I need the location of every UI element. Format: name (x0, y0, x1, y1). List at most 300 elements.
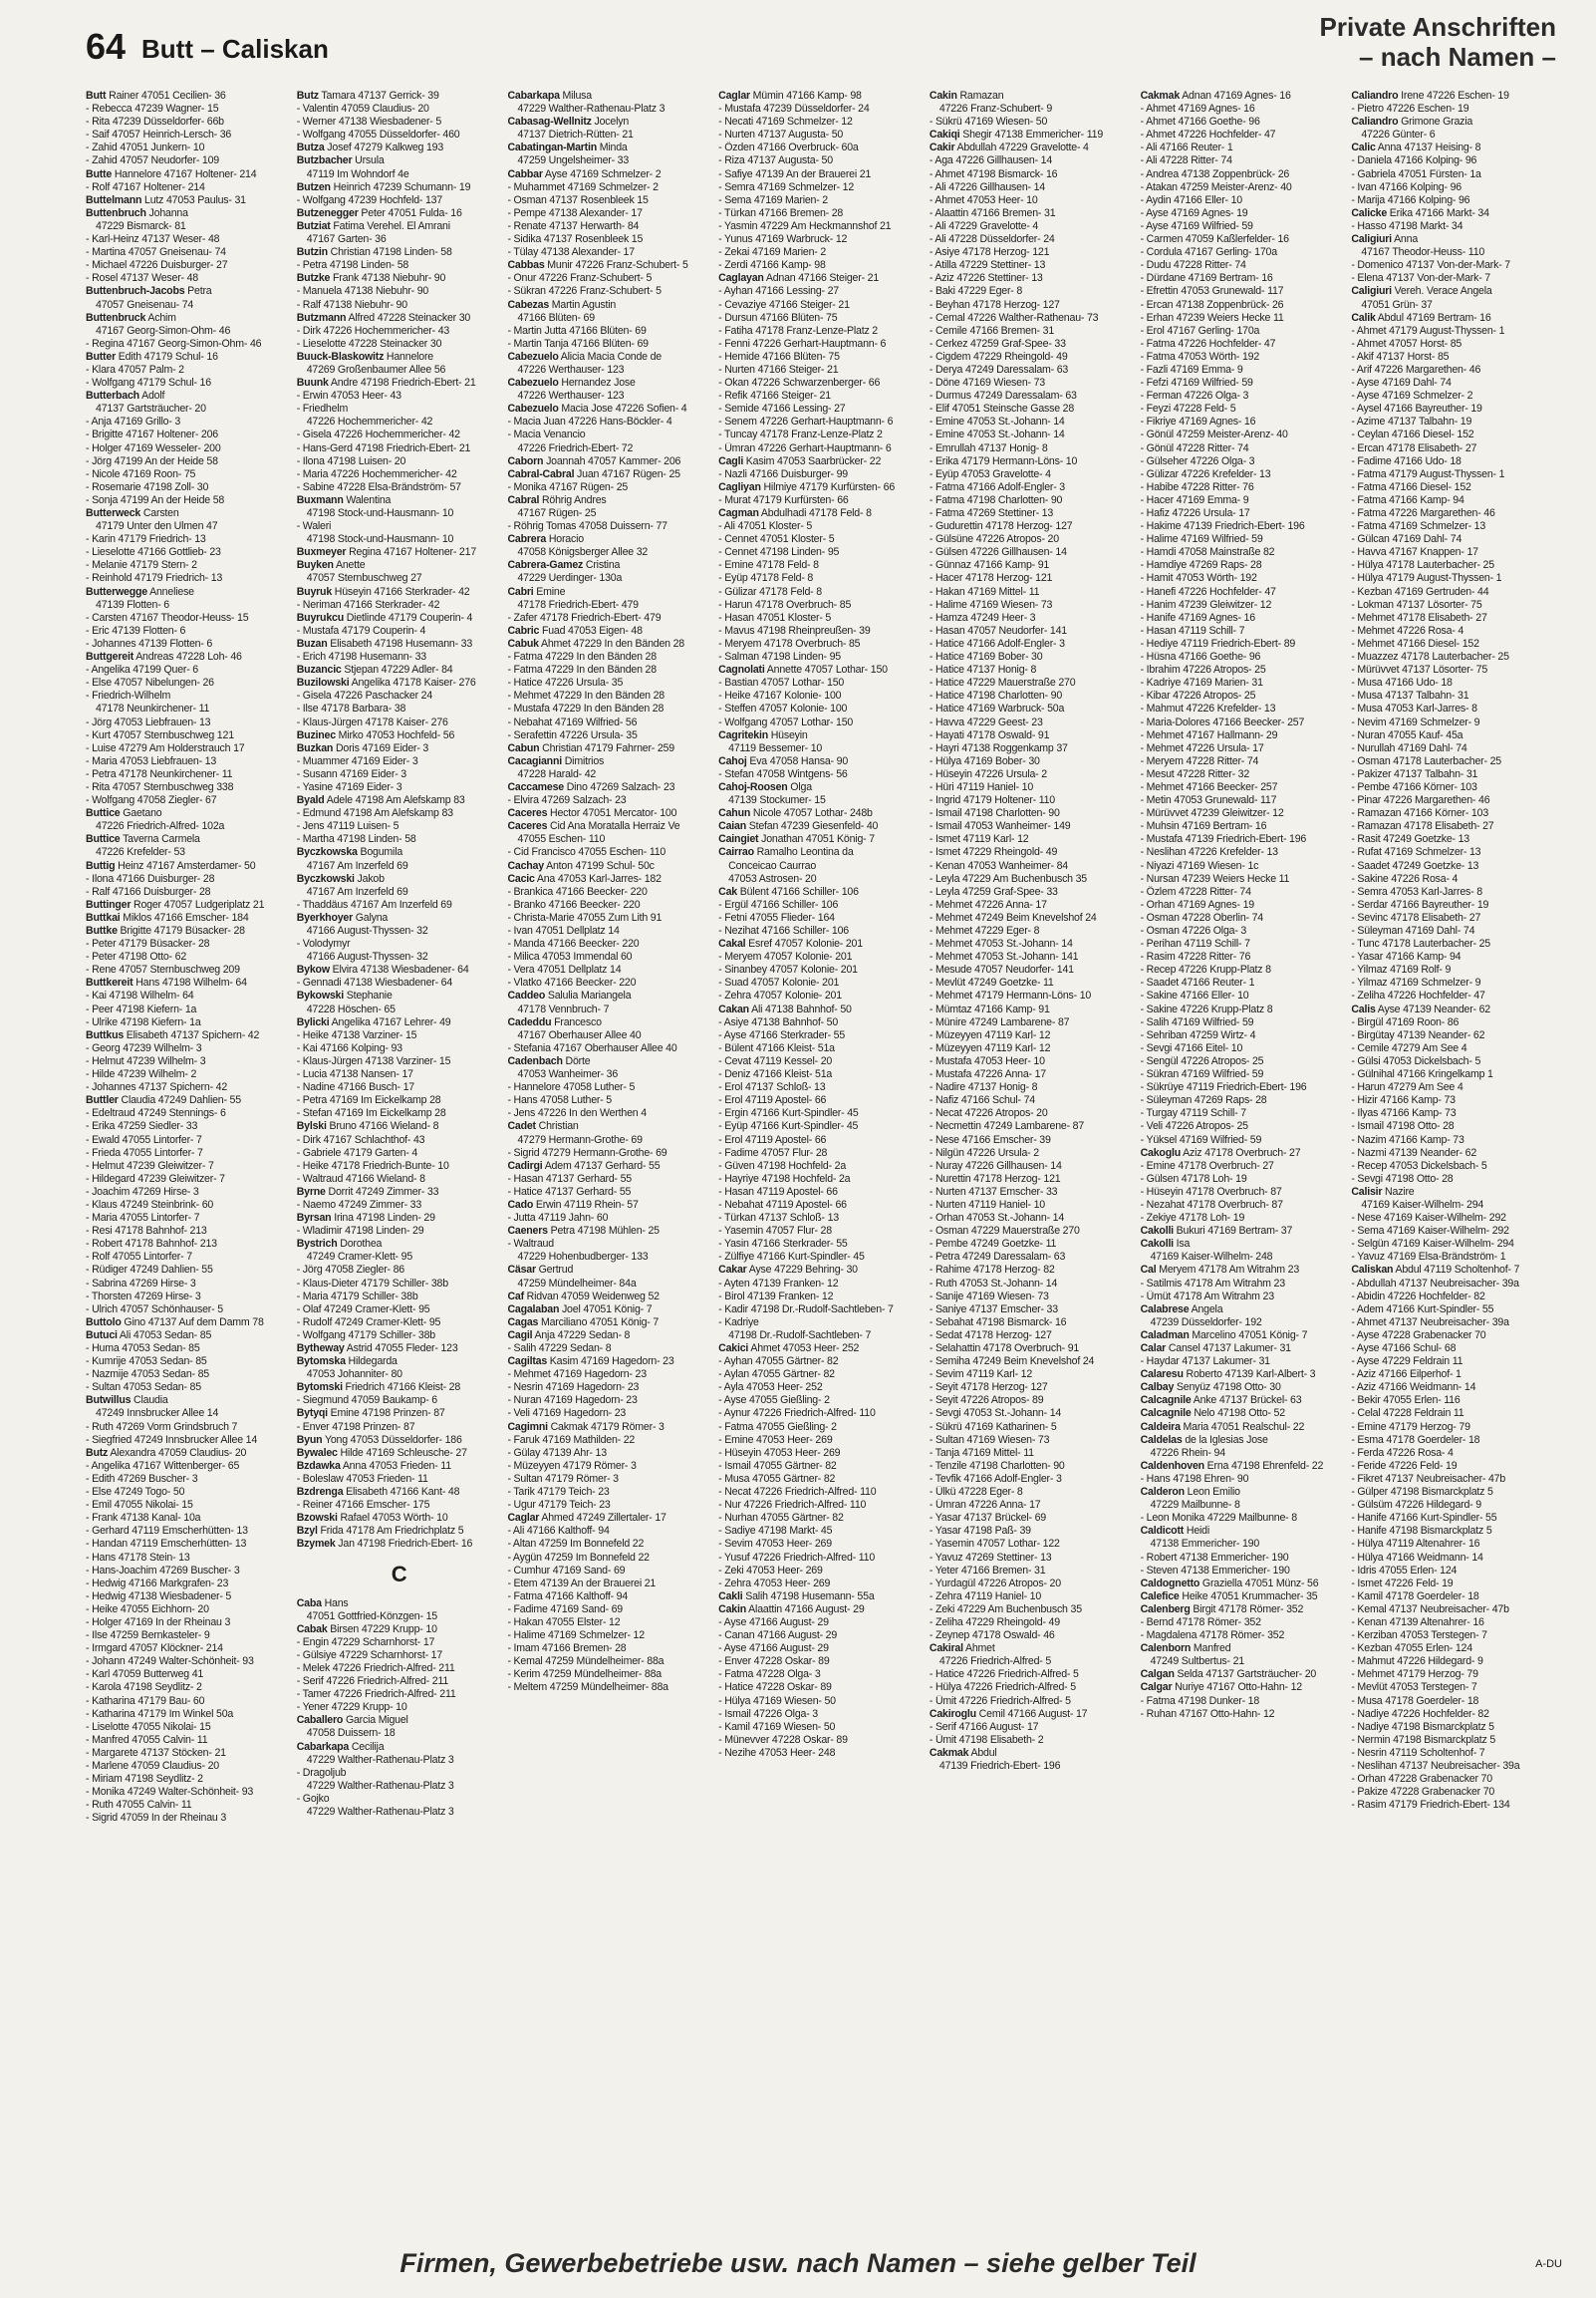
listing-entry: - Cigdem 47229 Rheingold- 49 (929, 350, 1068, 363)
listing-entry: - Wolfgang 47179 Schul- 16 (86, 377, 211, 390)
listing-entry: Caldeira Maria 47051 Realschul- 22 (1140, 1420, 1305, 1433)
surname: Cakan (718, 1003, 749, 1015)
listing-entry: - Hayriye 47198 Hochfeld- 2a (718, 1172, 851, 1185)
listing-entry: - Naemo 47249 Zimmer- 33 (296, 1198, 422, 1211)
listing-entry: Calenberg Birgit 47178 Römer- 352 (1140, 1602, 1304, 1615)
listing-entry: Buunk Andre 47198 Friedrich-Ebert- 21 (296, 377, 476, 390)
surname: Buttice (86, 833, 121, 846)
listing-entry: - Seyit 47226 Atropos- 89 (929, 1394, 1044, 1407)
listing-entry: - Hüseyin 47053 Heer- 269 (718, 1446, 841, 1459)
listing-entry: - Sevgi 47166 Eitel- 10 (1140, 1041, 1243, 1054)
listing-entry: - Mustafa 47239 Düsseldorfer- 24 (718, 103, 870, 116)
listing-entry: 47229 Walther-Rathenau-Platz 3 (517, 103, 665, 116)
listing-entry: - Ilse 47178 Barbara- 38 (296, 703, 406, 716)
surname: Calic (1351, 142, 1376, 154)
listing-entry: - Hatice 47228 Oskar- 89 (718, 1681, 832, 1694)
listing-entry: - Peter 47179 Büsacker- 28 (86, 938, 210, 951)
listing-column-2 (297, 90, 502, 2237)
listing-entry: - Bastian 47057 Lothar- 150 (718, 677, 845, 690)
listing-entry: Buttke Brigitte 47179 Büsacker- 28 (86, 925, 245, 937)
listing-entry: - Deniz 47166 Kleist- 51a (718, 1068, 833, 1081)
listing-entry: - Ferman 47226 Olga- 3 (1140, 390, 1249, 403)
listing-entry: - Hakan 47055 Elster- 12 (507, 1615, 621, 1628)
listing-entry: - Habibe 47228 Ritter- 76 (1140, 480, 1254, 493)
surname: Cabarkapa (507, 90, 560, 102)
listing-entry: - Röhrig Tomas 47058 Duissern- 77 (507, 520, 667, 533)
listing-entry: - Ulrike 47198 Kiefern- 1a (86, 1015, 201, 1028)
listing-entry: Butzmann Alfred 47228 Steinacker 30 (296, 311, 471, 324)
listing-entry: - Joachim 47269 Hirse- 3 (86, 1185, 199, 1198)
surname: Cadirgi (507, 1159, 543, 1172)
listing-entry: - Gojko (296, 1792, 330, 1805)
listing-entry: - Irmgard 47057 Klöckner- 214 (86, 1642, 223, 1655)
listing-entry: Bywalec Hilde 47169 Schleusche- 27 (296, 1446, 467, 1459)
surname: Caldelas (1140, 1433, 1183, 1446)
listing-entry: - Altan 47259 Im Bonnefeld 22 (507, 1538, 645, 1551)
listing-entry: - Sultan 47169 Wiesen- 73 (929, 1433, 1050, 1446)
listing-entry: - Katharina 47179 Im Winkel 50a (86, 1707, 234, 1720)
surname: Cakin (718, 1602, 747, 1615)
listing-entry: - Marija 47166 Kolping- 96 (1351, 193, 1470, 206)
listing-entry: Buttelmann Lutz 47053 Paulus- 31 (86, 193, 246, 206)
surname: Cabbar (507, 167, 543, 180)
listing-entry: - Aysel 47166 Bayreuther- 19 (1351, 403, 1482, 416)
listing-entry: - Erol 47137 Schloß- 13 (718, 1081, 826, 1094)
listing-entry: Buttenbruch-Jacobs Petra (86, 285, 212, 298)
listing-entry: Byczkowska Bogumila (296, 846, 403, 859)
surname: Cakli (718, 1589, 743, 1602)
listing-entry: - Maria 47226 Hochemmericher- 42 (296, 467, 457, 480)
surname: Butz (86, 1446, 109, 1459)
listing-entry: Cabak Birsen 47229 Krupp- 10 (296, 1622, 437, 1635)
surname: Calgan (1140, 1668, 1175, 1681)
listing-entry: - Ayse 47166 Sterkrader- 55 (718, 1028, 846, 1041)
listing-entry: - Fetni 47055 Flieder- 164 (718, 911, 835, 924)
listing-entry: Cabezuelo Hernandez Jose (507, 377, 636, 390)
listing-entry: - Mehmet 47169 Hagedorn- 23 (507, 1368, 647, 1381)
listing-entry: - Ingrid 47179 Holtener- 110 (929, 794, 1055, 807)
listing-entry: - Fatma 47229 In den Bänden 28 (507, 651, 657, 664)
listing-entry: Cakmak Abdul (929, 1746, 997, 1759)
surname: Butzmann (296, 311, 347, 324)
listing-entry: - Ceylan 47166 Diesel- 152 (1351, 429, 1474, 441)
listing-entry: - Ayse 47166 August- 29 (718, 1642, 829, 1655)
listing-entry: - Heike 47138 Varziner- 15 (296, 1028, 417, 1041)
listing-entry: Cagliyan Hilmiye 47179 Kurfürsten- 66 (718, 480, 896, 493)
listing-entry: - Nadiye 47198 Bismarckplatz 5 (1351, 1720, 1494, 1733)
listing-entry: - Kezban 47169 Gertruden- 44 (1351, 585, 1489, 598)
listing-entry: - Yilmaz 47169 Rolf- 9 (1351, 964, 1452, 977)
listing-entry: - Gülsi 47053 Dickelsbach- 5 (1351, 1054, 1481, 1067)
listing-entry: Calar Cansel 47137 Lakumer- 31 (1140, 1342, 1291, 1354)
listing-entry: - Cemile 47279 Am See 4 (1351, 1041, 1467, 1054)
listing-entry: - Cordula 47167 Gerling- 170a (1140, 246, 1277, 259)
listing-entry: - Fatma 47226 Margarethen- 46 (1351, 507, 1495, 519)
listing-entry: - Wolfgang 47057 Lothar- 150 (718, 716, 854, 728)
listing-entry: - Stefania 47167 Oberhauser Allee 40 (507, 1041, 677, 1054)
listing-entry: 47055 Eschen- 110 (517, 833, 606, 846)
listing-entry: 47229 Walther-Rathenau-Platz 3 (306, 1753, 454, 1766)
listing-entry: - Monika 47249 Walter-Schönheit- 93 (86, 1786, 254, 1799)
listing-entry: - Rüdiger 47249 Dahlien- 55 (86, 1264, 213, 1277)
listing-entry: - Bekir 47055 Erlen- 116 (1351, 1394, 1461, 1407)
listing-entry: - Ali 47166 Kalthoff- 94 (507, 1525, 610, 1538)
listing-entry: Cahoj Eva 47058 Hansa- 90 (718, 754, 849, 767)
listing-entry: Cabri Emine (507, 585, 566, 598)
listing-entry: - Okan 47226 Schwarzenberger- 66 (718, 377, 881, 390)
listing-entry: - Ergül 47166 Schiller- 106 (718, 898, 839, 911)
listing-entry: - Fadime 47057 Flur- 28 (718, 1146, 828, 1159)
listing-entry: - Mehmet 47249 Beim Knevelshof 24 (929, 911, 1097, 924)
listing-entry: - Huma 47053 Sedan- 85 (86, 1342, 200, 1354)
surname: Caligiuri (1351, 233, 1392, 246)
listing-entry: - Nurullah 47169 Dahl- 74 (1351, 741, 1467, 754)
listing-entry: - Tanja 47169 Mittel- 11 (929, 1446, 1034, 1459)
listing-entry: - Eyüp 47178 Feld- 8 (718, 572, 814, 585)
listing-entry: - Vlatko 47166 Beecker- 220 (507, 977, 637, 990)
listing-entry: Buzinec Mirko 47053 Hochfeld- 56 (296, 728, 455, 741)
listing-entry: - Ismet 47119 Karl- 12 (929, 833, 1029, 846)
listing-entry: - Asiye 47138 Bahnhof- 50 (718, 1015, 839, 1028)
listing-entry: - Musa 47055 Gärtner- 82 (718, 1472, 836, 1485)
listing-entry: - Emrullah 47137 Honig- 8 (929, 441, 1048, 454)
listing-entry: Bytomski Friedrich 47166 Kleist- 28 (296, 1381, 461, 1394)
listing-entry: - Martina 47057 Gneisenau- 74 (86, 246, 226, 259)
listing-entry: - Münire 47249 Lambarene- 87 (929, 1015, 1070, 1028)
surname: Byerkhoyer (296, 911, 354, 924)
listing-entry: 47249 Innsbrucker Allee 14 (96, 1407, 219, 1420)
surname: Calisir (1351, 1185, 1383, 1198)
listing-entry: - Sevinc 47178 Elisabeth- 27 (1351, 911, 1481, 924)
listing-entry: - Ilse 47259 Bernkasteler- 9 (86, 1629, 210, 1642)
listing-entry: - Edeltraud 47249 Stennings- 6 (86, 1107, 226, 1120)
listing-entry: - Gülsiye 47229 Scharnhorst- 17 (296, 1648, 443, 1661)
listing-entry: Cadeddu Francesco (507, 1015, 602, 1028)
listing-entry: - Hanim 47239 Gleiwitzer- 12 (1140, 598, 1272, 611)
listing-entry: - Gülcan 47169 Dahl- 74 (1351, 533, 1463, 546)
listing-entry: 47053 Astrosen- 20 (728, 872, 817, 885)
surname: Cabezuelo (507, 377, 559, 390)
listing-entry: - Nuran 47055 Kauf- 45a (1351, 728, 1463, 741)
listing-entry: Cahun Nicole 47057 Lothar- 248b (718, 807, 873, 820)
listing-entry: - Orhan 47169 Agnes- 19 (1140, 898, 1254, 911)
listing-entry: - Waltraud 47166 Wieland- 8 (296, 1172, 425, 1185)
listing-entry: Caligiuri Vereh. Verace Angela (1351, 285, 1492, 298)
listing-entry: Calenborn Manfred (1140, 1642, 1231, 1655)
surname: Calcagnile (1140, 1394, 1192, 1407)
listing-entry: - Fatma 47166 Kalthoff- 94 (507, 1589, 629, 1602)
listing-entry: Byerkhoyer Galyna (296, 911, 389, 924)
listing-entry: Calcagnile Nelo 47198 Otto- 52 (1140, 1407, 1285, 1420)
listing-entry: - Gülper 47198 Bismarckplatz 5 (1351, 1486, 1493, 1499)
listing-entry: - Hanife 47169 Agnes- 16 (1140, 611, 1255, 624)
listing-entry: - Mahmut 47226 Hildegard- 9 (1351, 1655, 1483, 1668)
listing-entry: - Zeliha 47229 Rheingold- 49 (929, 1615, 1060, 1628)
listing-entry: - Hatice 47166 Adolf-Engler- 3 (929, 637, 1065, 650)
listing-entry: - Beyhan 47178 Herzog- 127 (929, 298, 1060, 311)
listing-entry: Caligiuri Anna (1351, 233, 1419, 246)
listing-entry: 47053 Johanniter- 80 (306, 1368, 402, 1381)
listing-entry: - Asiye 47178 Herzog- 121 (929, 246, 1050, 259)
surname: Cagritekin (718, 728, 768, 741)
surname: Bylicki (296, 1015, 330, 1028)
listing-entry: - Else 47249 Togo- 50 (86, 1486, 185, 1499)
listing-entry: - Necati 47169 Schmelzer- 12 (718, 116, 853, 129)
listing-entry: - Nadire 47137 Honig- 8 (929, 1081, 1038, 1094)
listing-entry: - Daniela 47166 Kolping- 96 (1351, 154, 1477, 167)
listing-entry: - Brigitte 47167 Holtener- 206 (86, 429, 218, 441)
listing-entry: - Enver 47228 Oskar- 89 (718, 1655, 830, 1668)
listing-entry: - Kadriye (718, 1315, 759, 1328)
listing-entry: - Nurten 47119 Haniel- 10 (929, 1198, 1045, 1211)
listing-entry: - Fenni 47226 Gerhart-Hauptmann- 6 (718, 337, 887, 350)
listing-entry: - Gisela 47226 Hochemmericher- 42 (296, 429, 460, 441)
listing-entry: - Faruk 47169 Mathilden- 22 (507, 1433, 636, 1446)
surname: Buttenbruck (86, 311, 146, 324)
listing-entry: - Kadir 47198 Dr.-Rudolf-Sachtleben- 7 (718, 1302, 894, 1315)
listing-entry: Cagiltas Kasim 47169 Hagedorn- 23 (507, 1355, 674, 1368)
listing-entry: - Sidika 47137 Rosenbleek 15 (507, 233, 644, 246)
surname: Caeners (507, 1225, 548, 1238)
listing-entry: - Volodymyr (296, 938, 351, 951)
surname: Cakal (718, 938, 746, 951)
listing-entry: - Serdar 47166 Bayreuther- 19 (1351, 898, 1489, 911)
listing-entry: Cagil Anja 47229 Sedan- 8 (507, 1328, 631, 1341)
listing-entry: - Hatice 47226 Friedrich-Alfred- 5 (929, 1668, 1079, 1681)
listing-entry: - Zehra 47057 Kolonie- 201 (718, 990, 842, 1003)
listing-entry: - Suad 47057 Kolonie- 201 (718, 977, 840, 990)
surname: Cachay (507, 859, 544, 872)
listing-entry: - Hildegard 47239 Gleiwitzer- 7 (86, 1172, 225, 1185)
listing-entry: - Saniye 47137 Emscher- 33 (929, 1302, 1058, 1315)
listing-entry: - Jörg 47199 An der Heide 58 (86, 454, 218, 467)
listing-entry: - Muhsin 47169 Bertram- 16 (1140, 820, 1267, 833)
listing-entry: - Kai 47198 Wilhelm- 64 (86, 990, 194, 1003)
listing-entry: - Melanie 47179 Stern- 2 (86, 559, 197, 572)
listing-entry: - Adem 47166 Kurt-Spindler- 55 (1351, 1302, 1494, 1315)
surname: Cakmak (1140, 90, 1181, 102)
listing-entry: - Nilgün 47226 Ursula- 2 (929, 1146, 1039, 1159)
listing-entry: 47249 Cramer-Klett- 95 (306, 1251, 413, 1264)
listing-entry: - Hasan 47051 Kloster- 5 (718, 611, 832, 624)
listing-entry: - Zekiye 47178 Loh- 19 (1140, 1212, 1245, 1225)
surname: Byczkowski (296, 872, 355, 885)
listing-entry: - Hülya 47166 Weidmann- 14 (1351, 1551, 1483, 1564)
listing-entry: - Selahattin 47178 Overbruch- 91 (929, 1342, 1080, 1354)
listing-entry: - Yurdagül 47226 Atropos- 20 (929, 1577, 1061, 1589)
listing-entry: - Hanife 47198 Bismarckplatz 5 (1351, 1525, 1492, 1538)
listing-entry: - Boleslaw 47053 Frieden- 11 (296, 1472, 428, 1485)
listing-entry: - Abdullah 47137 Neubreisacher- 39a (1351, 1277, 1519, 1290)
listing-entry: - Satilmis 47178 Am Witrahm 23 (1140, 1277, 1285, 1290)
listing-entry: - Yüksel 47169 Wilfried- 59 (1140, 1133, 1262, 1146)
listing-entry: - Macia Juan 47226 Hans-Böckler- 4 (507, 416, 672, 429)
surname: Butuci (86, 1328, 118, 1341)
listing-entry: - Ümit 47226 Friedrich-Alfred- 5 (929, 1694, 1071, 1707)
listing-entry: - Fadime 47166 Udo- 18 (1351, 454, 1462, 467)
listing-entry: Bylski Bruno 47166 Wieland- 8 (296, 1120, 439, 1133)
listing-entry: - Sebahat 47198 Bismarck- 16 (929, 1315, 1067, 1328)
listing-entry: - Ulrich 47057 Schönhauser- 5 (86, 1302, 223, 1315)
listing-entry: - Nurettin 47178 Herzog- 121 (929, 1172, 1061, 1185)
listing-entry: Cabatingan-Martin Minda (507, 142, 628, 154)
listing-column-3 (507, 90, 712, 2237)
listing-entry: - Fatma 47053 Wörth- 192 (1140, 350, 1260, 363)
listing-entry: - Sükrü 47169 Katharinen- 5 (929, 1420, 1057, 1433)
listing-entry: - Martha 47198 Linden- 58 (296, 833, 416, 846)
listing-entry: - Pinar 47226 Margarethen- 46 (1351, 794, 1490, 807)
listing-entry: - Hülya 47169 Wiesen- 50 (718, 1694, 836, 1707)
surname: Cabatingan-Martin (507, 142, 598, 154)
listing-entry: - Ismail 47055 Gärtner- 82 (718, 1459, 837, 1472)
surname: Calik (1351, 311, 1376, 324)
surname: Butterbach (86, 390, 139, 403)
listing-entry: - Sevim 47053 Heer- 269 (718, 1538, 832, 1551)
listing-entry: - Zülfiye 47166 Kurt-Spindler- 45 (718, 1251, 865, 1264)
listing-entry: Cakin Alaattin 47166 August- 29 (718, 1602, 865, 1615)
listing-entry: - Durmus 47249 Daressalam- 63 (929, 390, 1077, 403)
listing-entry: - Mehmet 47166 Diesel- 152 (1351, 637, 1479, 650)
surname: Buxmann (296, 493, 344, 506)
listing-entry: - Ugur 47179 Teich- 23 (507, 1499, 611, 1512)
listing-entry: - Macia Venancio (507, 429, 586, 441)
listing-entry: - Osman 47228 Oberlin- 74 (1140, 911, 1263, 924)
surname: Cagman (718, 507, 759, 519)
listing-entry: - Pempe 47138 Alexander- 17 (507, 206, 643, 219)
listing-entry: - Ali 47228 Ritter- 74 (1140, 154, 1232, 167)
listing-entry: - Emine 47053 St.-Johann- 14 (929, 416, 1065, 429)
listing-entry: - Ayse 47228 Grabenacker 70 (1351, 1328, 1486, 1341)
listing-entry: - Angelika 47167 Wittenberger- 65 (86, 1459, 240, 1472)
listing-entry: - Nezihe 47053 Heer- 248 (718, 1746, 836, 1759)
listing-entry: - Atakan 47259 Meister-Arenz- 40 (1140, 180, 1292, 193)
listing-column-1 (86, 90, 291, 2237)
listing-entry: Calik Abdul 47169 Bertram- 16 (1351, 311, 1491, 324)
listing-entry: - Gülsüm 47226 Hildegard- 9 (1351, 1499, 1481, 1512)
listing-entry: - Türkan 47166 Bremen- 28 (718, 206, 844, 219)
listing-entry: Cabrera Horacio (507, 533, 584, 546)
listing-entry: - Hülya 47226 Friedrich-Alfred- 5 (929, 1681, 1076, 1694)
listing-entry: - Fatma 47229 In den Bänden 28 (507, 664, 657, 677)
listing-entry: 47058 Königsberger Allee 32 (517, 546, 649, 559)
listing-entry: - Recep 47226 Krupp-Platz 8 (1140, 964, 1271, 977)
listing-entry: Calisir Nazire (1351, 1185, 1415, 1198)
listing-entry: - Holger 47169 Wesseler- 200 (86, 441, 221, 454)
surname: Cagalaban (507, 1302, 560, 1315)
listing-entry: - Manuela 47138 Niebuhr- 90 (296, 285, 429, 298)
listing-entry: - Kibar 47226 Atropos- 25 (1140, 690, 1256, 703)
listing-entry: - Gönül 47228 Ritter- 74 (1140, 441, 1249, 454)
listing-entry: - Ayse 47169 Schmelzer- 2 (1351, 390, 1473, 403)
listing-entry: - Nesrin 47119 Scholtenhof- 7 (1351, 1746, 1485, 1759)
listing-entry: - Fefzi 47169 Wilfried- 59 (1140, 377, 1253, 390)
listing-entry: Cadenbach Dörte (507, 1054, 591, 1067)
listing-entry: - Serafettin 47226 Ursula- 35 (507, 728, 638, 741)
listing-entry: Caglar Ahmed 47249 Zillertaler- 17 (507, 1512, 666, 1525)
listing-entry: - Jörg 47053 Liebfrauen- 13 (86, 716, 211, 728)
listing-entry: - Cevat 47119 Kessel- 20 (718, 1054, 833, 1067)
listing-entry: - Mustafa 47139 Friedrich-Ebert- 196 (1140, 833, 1307, 846)
surname: Cäsar (507, 1264, 536, 1277)
listing-entry: - Nuray 47226 Gillhausen- 14 (929, 1159, 1062, 1172)
listing-entry: - Steven 47138 Emmericher- 190 (1140, 1564, 1290, 1577)
surname: Bytyqi (296, 1407, 328, 1420)
surname: Buttgereit (86, 651, 134, 664)
listing-entry: - Mahmut 47226 Krefelder- 13 (1140, 703, 1276, 716)
listing-entry: - Ümran 47226 Anna- 17 (929, 1499, 1041, 1512)
listing-entry: - Ismail 47053 Wanheimer- 149 (929, 820, 1071, 833)
listing-entry: - Metin 47053 Grunewald- 117 (1140, 794, 1277, 807)
listing-entry: - Lieselotte 47228 Steinacker 30 (296, 337, 442, 350)
surname: Cakoglu (1140, 1146, 1181, 1159)
listing-entry: - Fatma 47228 Olga- 3 (718, 1668, 821, 1681)
listing-entry: - Rolf 47167 Holtener- 214 (86, 180, 205, 193)
listing-entry: - Kenan 47053 Wanheimer- 84 (929, 859, 1068, 872)
listing-entry: 47198 Dr.-Rudolf-Sachtleben- 7 (728, 1328, 872, 1341)
listing-entry: - Fikriye 47169 Agnes- 16 (1140, 416, 1256, 429)
listing-entry: - Ayse 47169 Wilfried- 59 (1140, 219, 1253, 232)
listing-entry: - Yasin 47166 Sterkrader- 55 (718, 1238, 848, 1251)
listing-entry: Butz Tamara 47137 Gerrick- 39 (296, 90, 439, 102)
listing-entry: - Hakan 47169 Mittel- 11 (929, 585, 1040, 598)
listing-entry: - Atilla 47229 Stettiner- 13 (929, 259, 1046, 272)
surname: Calabrese (1140, 1302, 1190, 1315)
listing-entry: - Nazim 47166 Kamp- 73 (1351, 1133, 1464, 1146)
surname: Bzowski (296, 1512, 338, 1525)
listing-entry: - Hayri 47138 Roggenkamp 37 (929, 741, 1068, 754)
listing-entry: - Rasit 47249 Goetzke- 13 (1351, 833, 1469, 846)
listing-entry: - Niyazi 47169 Wiesen- 1c (1140, 859, 1259, 872)
listing-entry: - Ralf 47166 Duisburger- 28 (86, 885, 211, 898)
listing-entry: - Dursun 47166 Blüten- 75 (718, 311, 838, 324)
listing-entry: - Erol 47119 Apostel- 66 (718, 1133, 827, 1146)
listing-entry: - Rosel 47137 Weser- 48 (86, 272, 198, 285)
listing-entry: Byrsan Irina 47198 Linden- 29 (296, 1212, 435, 1225)
listing-entry: - Murat 47179 Kurfürsten- 66 (718, 493, 849, 506)
listing-entry: - Aygün 47259 Im Bonnefeld 22 (507, 1551, 650, 1564)
surname: Cabric (507, 624, 540, 637)
listing-entry: - Ismail 47198 Charlotten- 90 (929, 807, 1060, 820)
surname: Cak (718, 885, 737, 898)
listing-entry: - Zeliha 47226 Hochfelder- 47 (1351, 990, 1485, 1003)
listing-entry: - Sema 47169 Kaiser-Wilhelm- 292 (1351, 1225, 1509, 1238)
listing-entry: - Klaus-Jürgen 47138 Varziner- 15 (296, 1054, 451, 1067)
listing-entry: Calgar Nuriye 47167 Otto-Hahn- 12 (1140, 1681, 1303, 1694)
listing-entry: - Semide 47166 Lessing- 27 (718, 403, 846, 416)
listing-entry: - Saif 47057 Heinrich-Lersch- 36 (86, 129, 232, 142)
listing-entry: - Mustafa 47226 Anna- 17 (929, 1068, 1046, 1081)
listing-entry: - Heike 47055 Eichhorn- 20 (86, 1602, 209, 1615)
surname: Buttler (86, 1094, 119, 1107)
surname: Caliandro (1351, 116, 1399, 129)
listing-entry: - Ahmet 47137 Neubreisacher- 39a (1351, 1315, 1509, 1328)
listing-entry: - Ayse 47169 Dahl- 74 (1351, 377, 1452, 390)
listing-entry: - Gülsüne 47226 Atropos- 20 (929, 533, 1059, 546)
listing-entry: 47229 Bismarck- 81 (96, 219, 186, 232)
listing-entry: - Aziz 47226 Stettiner- 13 (929, 272, 1043, 285)
listing-entry: - Ülkü 47228 Eger- 8 (929, 1486, 1023, 1499)
listing-entry: - Selgün 47169 Kaiser-Wilhelm- 294 (1351, 1238, 1514, 1251)
surname: Cahoj (718, 754, 747, 767)
listing-entry: Caldognetto Graziella 47051 Münz- 56 (1140, 1577, 1319, 1589)
listing-entry: - Süleyman 47269 Raps- 28 (1140, 1094, 1267, 1107)
listing-entry: - Hatice 47169 Bober- 30 (929, 651, 1043, 664)
listing-entry: - Zafer 47178 Friedrich-Ebert- 479 (507, 611, 662, 624)
listing-entry: - Kadriye 47169 Marien- 31 (1140, 677, 1263, 690)
listing-entry: - Neslihan 47137 Neubreisacher- 39a (1351, 1760, 1520, 1772)
listing-entry: - Gennadi 47138 Wiesbadener- 64 (296, 977, 453, 990)
listing-entry: Buttice Gaetano (86, 807, 162, 820)
